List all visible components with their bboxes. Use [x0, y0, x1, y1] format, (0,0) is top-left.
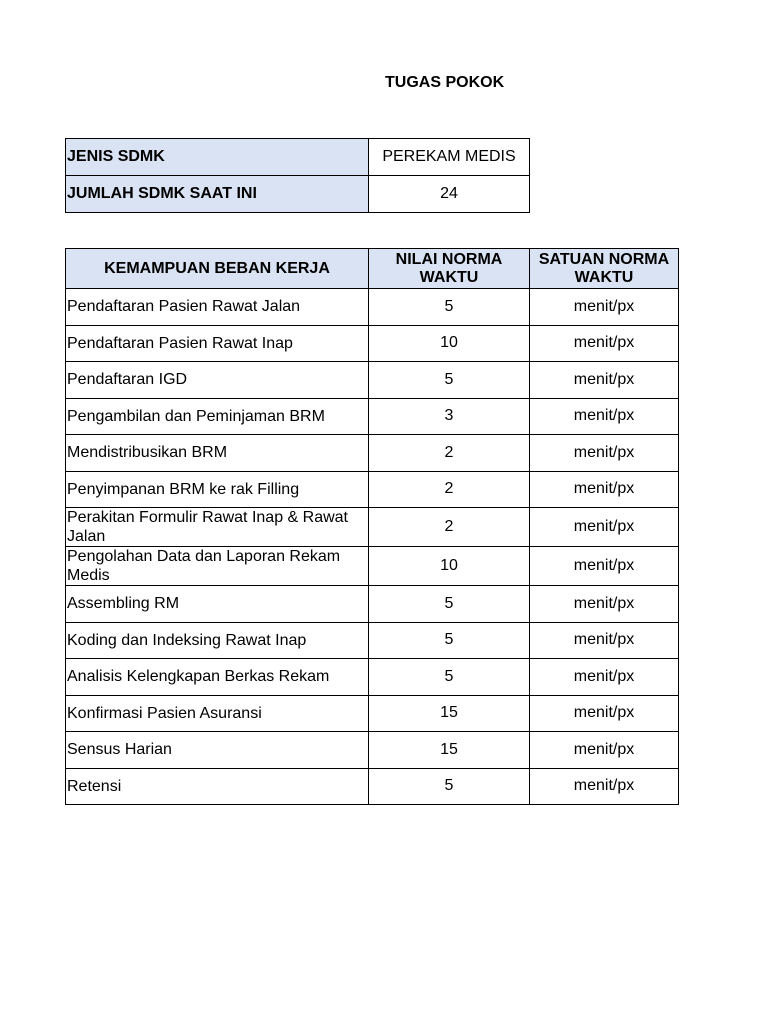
unit-cell: menit/px: [530, 471, 679, 508]
task-cell: Konfirmasi Pasien Asuransi: [66, 695, 369, 732]
table-row: [66, 622, 679, 659]
task-cell: Sensus Harian: [66, 732, 369, 769]
task-cell: Pendaftaran Pasien Rawat Inap: [66, 325, 369, 362]
norm-cell: 2: [369, 435, 530, 472]
unit-cell: menit/px: [530, 659, 679, 696]
norm-cell: 2: [369, 471, 530, 508]
task-cell: Pengambilan dan Peminjaman BRM: [66, 398, 369, 435]
workload-table: [65, 248, 679, 805]
unit-cell: menit/px: [530, 508, 679, 547]
info-row-jenis: [66, 139, 530, 176]
table-row: [66, 547, 679, 586]
unit-cell: menit/px: [530, 547, 679, 586]
norm-cell: 5: [369, 586, 530, 623]
task-cell: Penyimpanan BRM ke rak Filling: [66, 471, 369, 508]
unit-cell: menit/px: [530, 435, 679, 472]
unit-cell: menit/px: [530, 398, 679, 435]
info-label-jumlah: JUMLAH SDMK SAAT INI: [66, 176, 369, 213]
info-value-jenis: PEREKAM MEDIS: [369, 139, 530, 176]
info-value-jumlah: 24: [369, 176, 530, 213]
column-header-unit: SATUAN NORMA WAKTU: [530, 249, 679, 289]
norm-cell: 15: [369, 695, 530, 732]
unit-cell: menit/px: [530, 768, 679, 805]
task-cell: Mendistribusikan BRM: [66, 435, 369, 472]
norm-cell: 5: [369, 362, 530, 399]
unit-cell: menit/px: [530, 362, 679, 399]
table-row: [66, 398, 679, 435]
table-row: [66, 768, 679, 805]
task-cell: Perakitan Formulir Rawat Inap & Rawat Jalan: [66, 508, 369, 547]
norm-cell: 5: [369, 768, 530, 805]
norm-cell: 5: [369, 659, 530, 696]
table-row: [66, 289, 679, 326]
table-row: [66, 695, 679, 732]
norm-cell: 10: [369, 547, 530, 586]
task-cell: Pengolahan Data dan Laporan Rekam Medis: [66, 547, 369, 586]
norm-cell: 10: [369, 325, 530, 362]
table-row: [66, 586, 679, 623]
norm-cell: 15: [369, 732, 530, 769]
info-row-jumlah: [66, 176, 530, 213]
task-cell: Koding dan Indeksing Rawat Inap: [66, 622, 369, 659]
task-cell: Pendaftaran IGD: [66, 362, 369, 399]
table-row: [66, 732, 679, 769]
unit-cell: menit/px: [530, 289, 679, 326]
task-cell: Retensi: [66, 768, 369, 805]
unit-cell: menit/px: [530, 732, 679, 769]
column-header-task: KEMAMPUAN BEBAN KERJA: [66, 249, 369, 289]
column-header-norm: NILAI NORMA WAKTU: [369, 249, 530, 289]
table-header-row: [66, 249, 679, 289]
task-cell: Analisis Kelengkapan Berkas Rekam: [66, 659, 369, 696]
info-label-jenis: JENIS SDMK: [66, 139, 369, 176]
table-row: [66, 659, 679, 696]
task-cell: Pendaftaran Pasien Rawat Jalan: [66, 289, 369, 326]
norm-cell: 5: [369, 622, 530, 659]
table-row: [66, 362, 679, 399]
table-row: [66, 325, 679, 362]
table-row: [66, 471, 679, 508]
task-cell: Assembling RM: [66, 586, 369, 623]
unit-cell: menit/px: [530, 325, 679, 362]
table-row: [66, 508, 679, 547]
page-title: TUGAS POKOK: [385, 74, 505, 91]
norm-cell: 5: [369, 289, 530, 326]
sdmk-info-table: [65, 138, 530, 213]
table-row: [66, 435, 679, 472]
unit-cell: menit/px: [530, 622, 679, 659]
unit-cell: menit/px: [530, 586, 679, 623]
unit-cell: menit/px: [530, 695, 679, 732]
norm-cell: 3: [369, 398, 530, 435]
norm-cell: 2: [369, 508, 530, 547]
